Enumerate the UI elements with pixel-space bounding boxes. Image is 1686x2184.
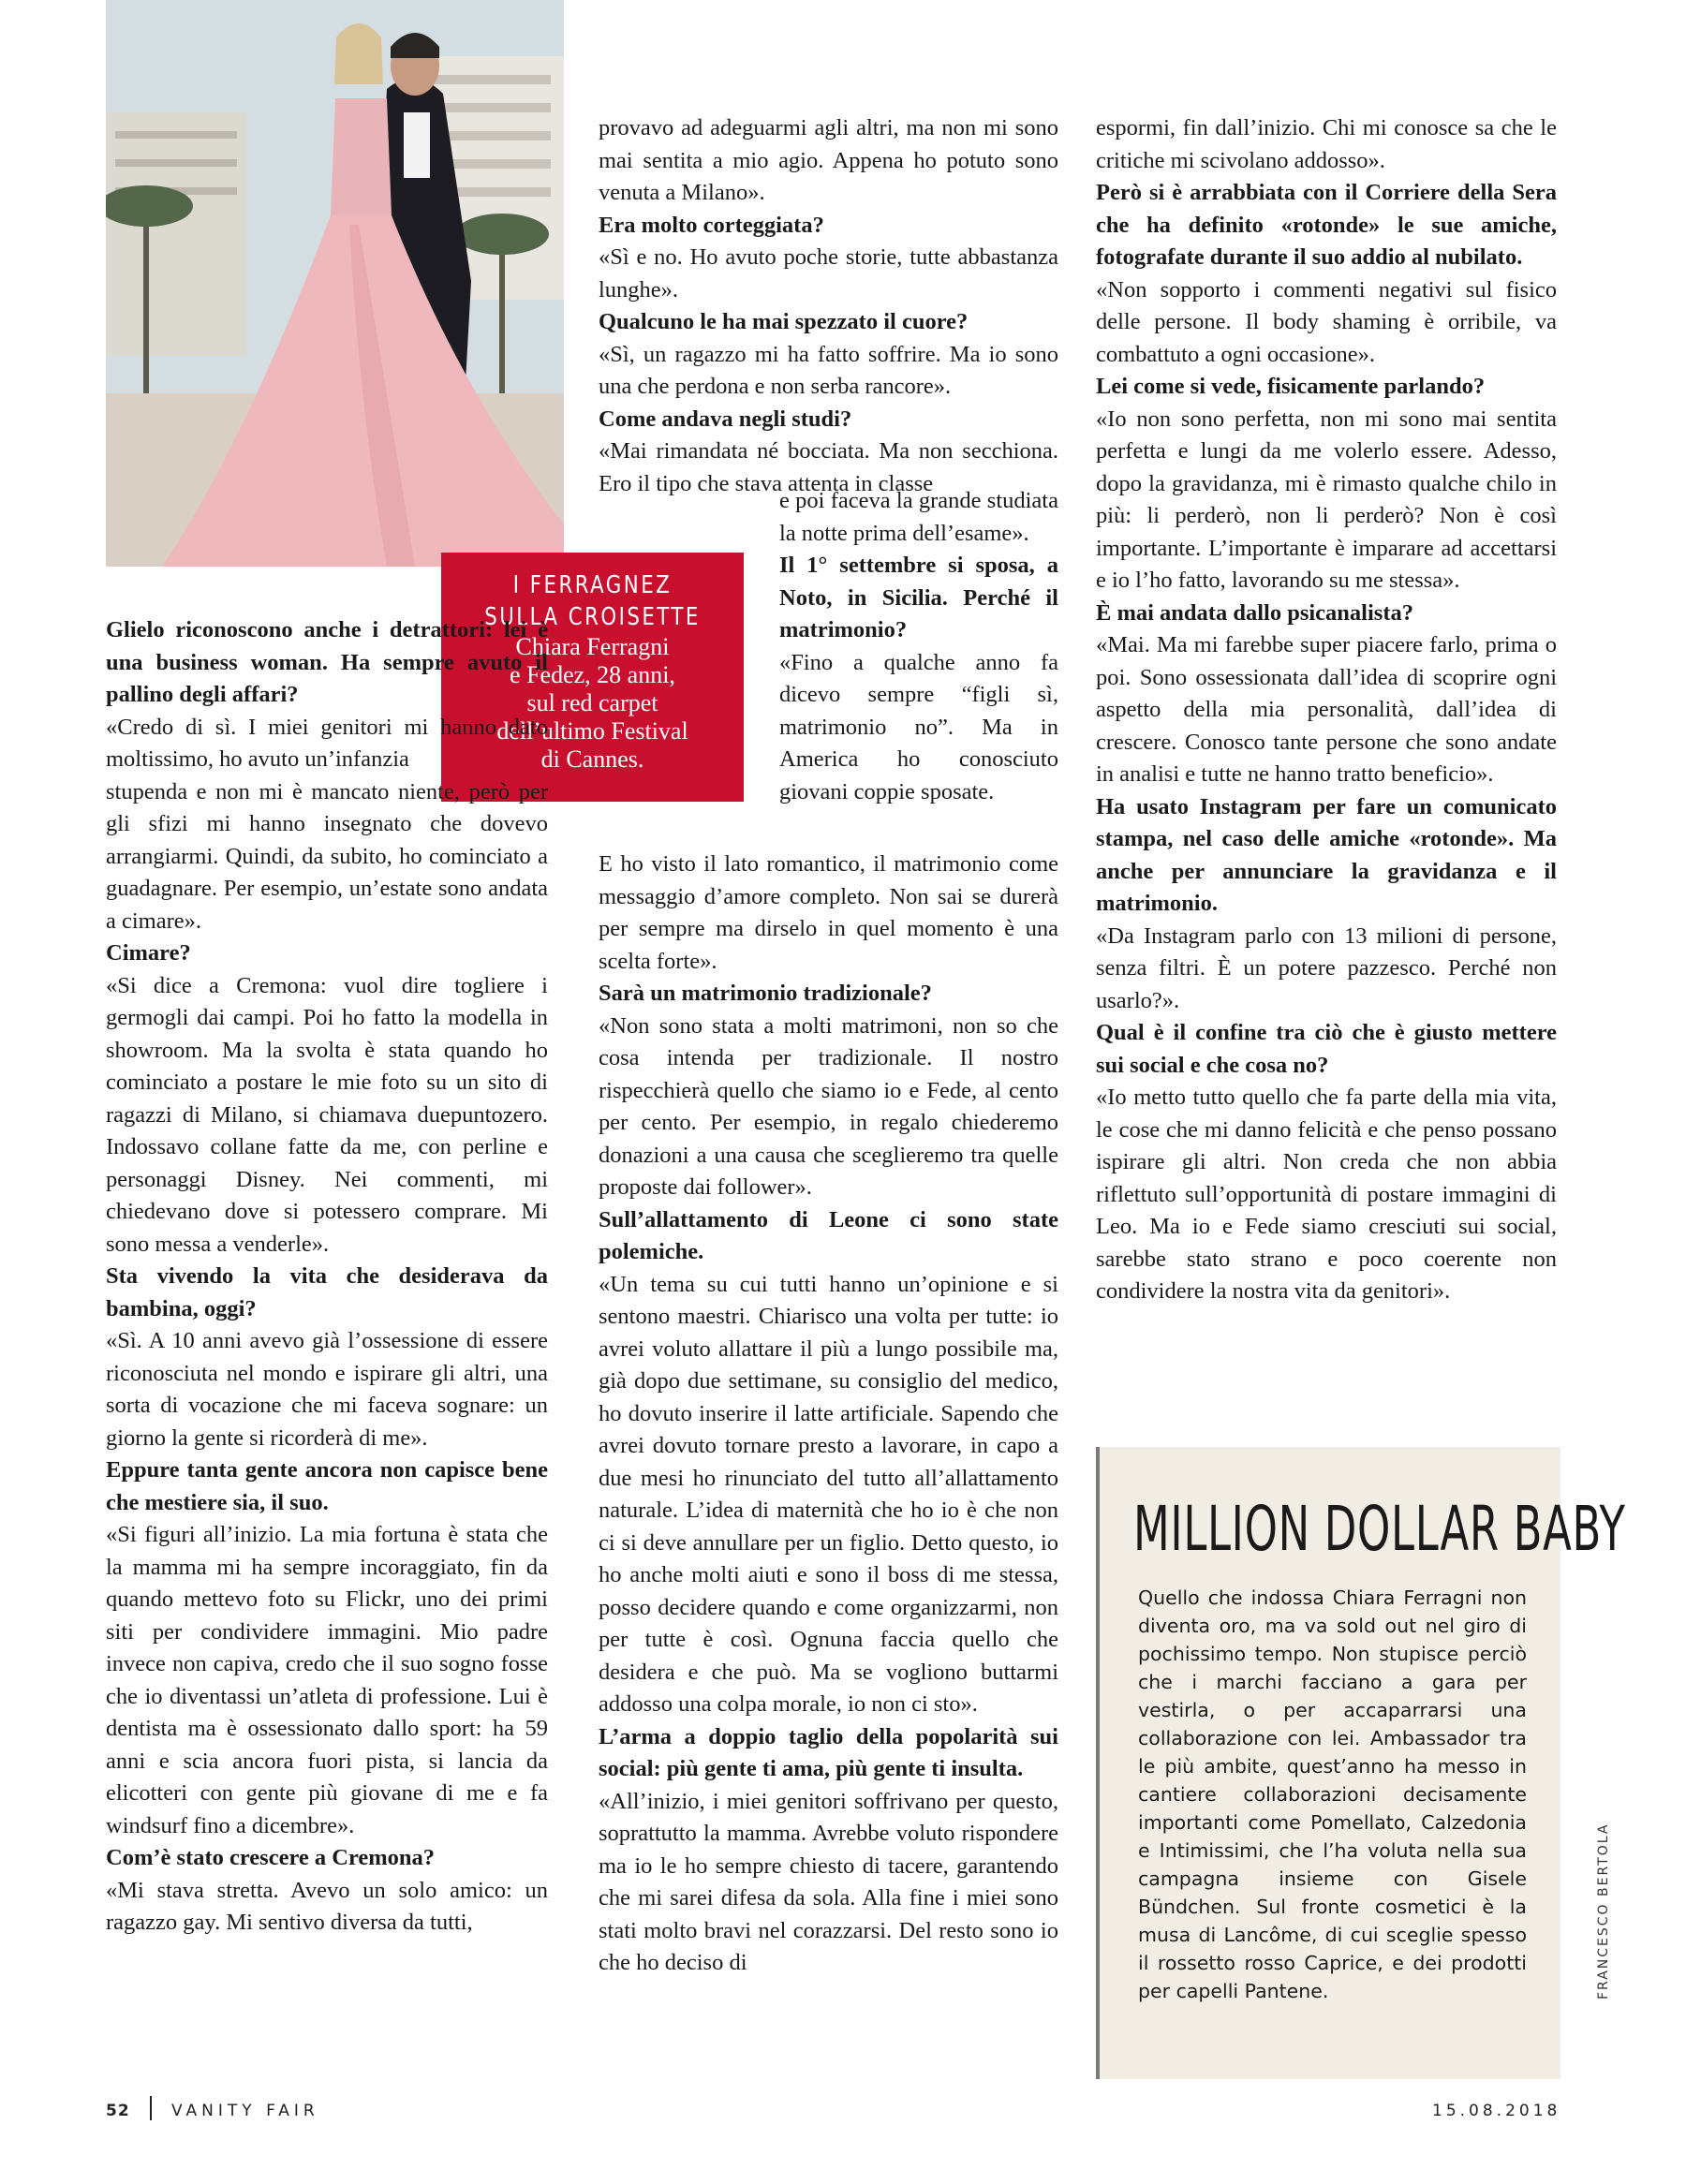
interview-question: Ha usato Instagram per fare un comunicato stampa, nel caso delle amiche «rotonde». Ma anche per annunciare la gravidanza e il matrimonio.	[1096, 793, 1557, 916]
interview-answer: «Da Instagram parlo con 13 milioni di persone, senza filtri. È un potere pazzesco. Perché non usarlo?».	[1096, 922, 1557, 1013]
photo-credit: FRANCESCO BERTOLA	[1596, 1822, 1611, 2000]
interview-answer: «Non sono stata a molti matrimoni, non so che cosa intenda per tradizionale. Il nostro rispecchierà quello che siamo io e Fede, al cento per cento. Per esempio, in regalo chiederemo donazioni a una causa che sceglieremo tra quelle proposte dai follower».	[599, 1012, 1058, 1200]
interview-answer: stupenda e non mi è mancato niente, però per gli sfizi mi hanno insegnato che dovevo arrangiarmi. Quindi, da subito, ho cominciato a guadagnare. Per esempio, un’estate sono andata a cimare».	[106, 778, 548, 934]
interview-answer: «Sì, un ragazzo mi ha fatto soffrire. Ma io sono una che perdona e non serba rancore».	[599, 341, 1058, 399]
interview-question: Eppure tanta gente ancora non capisce bene che mestiere sia, il suo.	[106, 1457, 548, 1515]
interview-answer: provavo ad adeguarmi agli altri, ma non mi sono mai sentita a mio agio. Appena ho potuto sono venuta a Milano».	[599, 115, 1058, 205]
interview-answer: «Credo di sì. I miei genitori mi hanno dato moltissimo, ho avuto un’infanzia	[106, 714, 548, 772]
article-column-3	[1096, 112, 1557, 1308]
article-column-2-bottom	[599, 849, 1058, 1980]
interview-answer: «Io metto tutto quello che fa parte della mia vita, le cose che mi danno felicità e che penso possano ispirare gli altri. Non creda che non abbia riflettuto sull’opportunità di postare immagini di Leo. Ma io e Fede siamo cresciuti sui social, sarebbe stato strano e poco coerente non condividere la nostra vita da genitori».	[1096, 1085, 1557, 1304]
interview-answer: e poi faceva la grande studiata la notte prima dell’esame».	[779, 488, 1058, 546]
interview-question: Cimare?	[106, 940, 191, 966]
interview-answer: «Sì e no. Ho avuto poche storie, tutte abbastanza lunghe».	[599, 244, 1058, 303]
interview-answer: «Un tema su cui tutti hanno un’opinione e si sentono maestri. Chiarisco una volta per tutte: io avrei voluto allattare il più a lungo possibile ma, già dopo due settimane, su consiglio del medico, ho dovuto inserire il latte artificiale. Sapendo che avrei dovuto tornare presto a lavorare, in capo a due mesi ho rinunciato del tutto all’allattamento naturale. L’idea di maternità che ho io è che non ci si deve annullare per un figlio. Detto questo, io ho anche molti aiuti e sono il boss di me stessa, posso decidere quando e come organizzarmi, non per tutte è così. Ognuna faccia quello che desidera e che può. Ma se vogliono buttarmi addosso una colpa morale, io non ci sto».	[599, 1271, 1058, 1717]
interview-answer: «Non sopporto i commenti negativi sul fisico delle persone. Il body shaming è orribile, va combattuto a ogni occasione».	[1096, 276, 1557, 367]
page-number: 52	[106, 2102, 130, 2120]
interview-answer: «Mai rimandata né bocciata. Ma non secchiona. Ero il tipo che stava attenta in classe	[599, 438, 1058, 496]
interview-question: Com’è stato crescere a Cremona?	[106, 1845, 436, 1870]
interview-answer: «Mai. Ma mi farebbe super piacere farlo, prima o poi. Sono ossessionata dall’idea di scoprire ogni aspetto della mia personalità, dall’idea di crescere. Conosco tante persone che sono andate in analisi e tutte ne hanno tratto beneficio».	[1096, 632, 1557, 787]
caption-heading: I FERRAGNEZ SULLA CROISETTE	[484, 571, 701, 631]
interview-question: Qual è il confine tra ciò che è giusto mettere sui social e che cosa no?	[1096, 1020, 1557, 1078]
interview-answer: «Si figuri all’inizio. La mia fortuna è stata che la mamma mi ha sempre incoraggiato, fin da quando mettevo foto su Flickr, uno dei primi siti per condividere immagini. Mio padre invece non capiva, credo che il suo sogno fosse che io diventassi un’atleta di professione. Lui è dentista ma è ossessionato dallo sport: ha 59 anni e scia ancora fuori pista, si lancia da elicotteri con gente più giovane di me e fa windsurf fino a dicembre».	[106, 1522, 548, 1838]
interview-question: Lei come si vede, fisicamente parlando?	[1096, 374, 1486, 399]
footer-separator	[150, 2096, 152, 2120]
interview-answer: «Sì. A 10 anni avevo già l’ossessione di essere riconosciuta nel mondo e ispirare gli altri, una sorta di vocazione che mi faceva sognare: un giorno la gente si ricorderà di me».	[106, 1328, 548, 1451]
interview-question: Il 1° settembre si sposa, a Noto, in Sicilia. Perché il matrimonio?	[779, 553, 1058, 642]
issue-date: 15.08.2018	[1432, 2102, 1561, 2120]
interview-question: Glielo riconoscono anche i detrattori: lei è una business woman. Ha sempre avuto il pallino degli affari?	[106, 617, 548, 707]
article-column-2-top	[599, 112, 1058, 500]
interview-question: L’arma a doppio taglio della popolarità sui social: più gente ti ama, più gente ti insulta.	[599, 1723, 1058, 1781]
interview-answer: espormi, fin dall’inizio. Chi mi conosce sa che le critiche mi scivolano addosso».	[1096, 115, 1557, 173]
caption-body: Chiara Ferragni e Fedez, 28 anni, sul red carpet dell’ultimo Festival di Cannes.	[496, 633, 688, 773]
magazine-name: VANITY FAIR	[171, 2102, 319, 2120]
cover-photo	[106, 0, 564, 567]
interview-answer: «Io non sono perfetta, non mi sono mai sentita perfetta e lungi da me volerlo essere. Adesso, dopo la gravidanza, mi è rimasto qualche chilo in più: li perderò, non li perderò? Non è così importante. L’importante è imparare ad accettarsi e io l’ho fatto, lavorando su me stessa».	[1096, 406, 1557, 593]
interview-question: Sarà un matrimonio tradizionale?	[599, 981, 932, 1006]
interview-question: Sull’allattamento di Leone ci sono state polemiche.	[599, 1206, 1058, 1264]
box-title: MILLION DOLLAR BABY	[1133, 1493, 1626, 1565]
interview-answer: «Mi stava stretta. Avevo un solo amico: un ragazzo gay. Mi sentivo diversa da tutti,	[106, 1877, 548, 1935]
interview-question: Però si è arrabbiata con il Corriere della Sera che ha definito «rotonde» le sue amiche, fotografate durante il suo addio al nubilato.	[1096, 180, 1557, 270]
interview-answer: E ho visto il lato romantico, il matrimonio come messaggio d’amore completo. Non sai se durerà per sempre ma dirselo in quel momento è una scelta forte».	[599, 851, 1058, 974]
interview-question: Sta vivendo la vita che desiderava da bambina, oggi?	[106, 1263, 548, 1321]
interview-answer: «All’inizio, i miei genitori soffrivano per questo, soprattutto la mamma. Avrebbe voluto rispondere ma io le ho sempre chiesto di tacere, garantendo che mi sarei difesa da sola. Alla fine i miei sono stati molto bravi nel corazzarsi. Del resto sono io che ho deciso di	[599, 1788, 1058, 1975]
article-column-1	[106, 614, 548, 1940]
box-body: Quello che indossa Chiara Ferragni non diventa oro, ma va sold out nel giro di pochissimo tempo. Non stupisce perciò che i marchi facciano a gara per vestirla, o per accaparrarsi una collaborazione con lei. Ambassador tra le più ambite, quest’anno ha messo in cantiere collaborazioni decisamente importanti come Pomellato, Calzedonia e Intimissimi, che l’ha voluta nella sua campagna insieme con Gisele Bündchen. Sul fronte cosmetici è la musa di Lancôme, di cui sceglie spesso il rossetto rosso Caprice, e dei prodotti per capelli Pantene.	[1138, 1586, 1527, 2002]
interview-question: Come andava negli studi?	[599, 406, 852, 432]
article-column-2-wrap	[779, 485, 1058, 808]
interview-question: È mai andata dallo psicanalista?	[1096, 599, 1413, 626]
interview-answer: «Si dice a Cremona: vuol dire togliere i germogli dai campi. Poi ho fatto la modella in showroom. Ma la svolta è stata quando ho cominciato a postare le mie foto su un sito di ragazzi di Milano, si chiamava duepuntozero. Indossavo collane fatte da me, con perline e personaggi Disney. Nei commenti, mi chiedevano dove si potessero comprare. Mi sono messa a venderle».	[106, 972, 548, 1257]
interview-answer: «Fino a qualche anno fa dicevo sempre “figli sì, matrimonio no”. Ma in America ho conosciuto giovani coppie sposate.	[779, 649, 1058, 804]
interview-question: Era molto corteggiata?	[599, 212, 824, 238]
interview-question: Qualcuno le ha mai spezzato il cuore?	[599, 309, 969, 334]
